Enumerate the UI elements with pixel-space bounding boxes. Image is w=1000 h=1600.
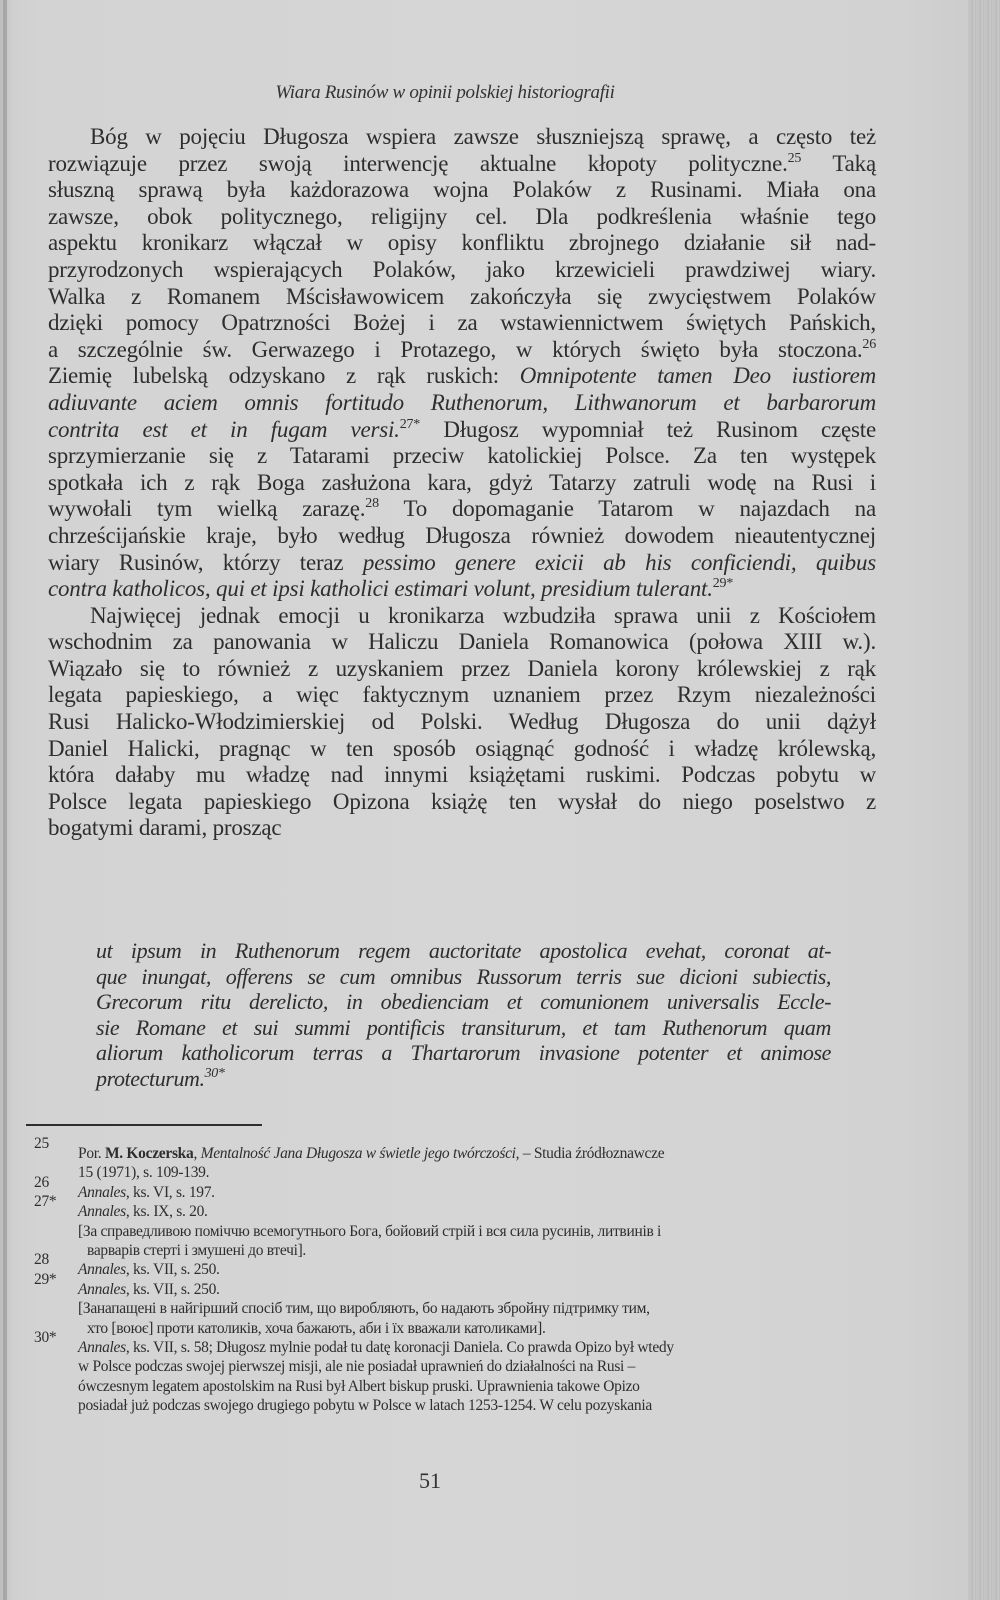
text-line: spotkała ich z rąk Boga zasłużona kara, gdyż Tatarzy zatruli wodę na Rusi i <box>48 469 876 495</box>
footnote-ref[interactable]: 26 <box>862 336 876 352</box>
text-line: Daniel Halicki, pragnąc w ten sposób osiągnąć godność i władzę królewską, <box>48 735 876 761</box>
quote-line: protecturum.$^{30*}$ <box>96 1065 225 1091</box>
text-line: słuszną sprawą była każdorazowa wojna Polaków z Rusinami. Miała ona <box>48 177 876 203</box>
text-line: zawsze, obok politycznego, religijny cel. Dla podkreślenia właśnie tego <box>48 203 876 229</box>
quote-line: sie Romane et sui summi pontificis transiturum, et tam Ruthenorum quam <box>96 1014 831 1040</box>
text-line: chrześcijańskie kraje, było według Długosza również dowodem nieautentycznej <box>48 522 876 548</box>
footnote-ref[interactable]: 30* <box>204 1065 225 1081</box>
text-line: Wiązało się to również z uzyskaniem przez Daniela korony królewskiej z rąk <box>48 655 876 681</box>
text-line: bogatymi darami, prosząc <box>48 815 282 841</box>
footnote-29-translation: [Занапащені в найгірший спосіб тим, що виробляють, бо надають збройну підтримку тим, <box>78 1300 650 1318</box>
running-head: Wiara Rusinów w opinii polskiej historiografii <box>275 82 615 103</box>
quote-line: que inungat, offerens se cum omnibus Russorum terris sue dicioni subiectis, <box>96 963 831 989</box>
footnote-26: 26 Annales, ks. VI, s. 197. <box>34 1173 215 1201</box>
page-stack-edge <box>968 0 1000 1600</box>
footnote-ref[interactable]: 27* <box>399 416 421 432</box>
footnote-27-translation-cont: варварів стерті і змушені до втечі]. <box>87 1242 307 1260</box>
text-line: wywołali tym wielką zarazę.$^{28}$ To dopomaganie Tatarom w najazdach na <box>48 496 876 522</box>
footnote-28: 28 Annales, ks. VII, s. 250. <box>34 1251 220 1279</box>
footnote-30-cont: posiadał już podczas swojego drugiego pobytu w Polsce w latach 1253-1254. W celu pozyskania <box>78 1397 652 1415</box>
text-line: legata papieskiego, a więc faktycznym uznaniem przez Rzym niezależności <box>48 682 876 708</box>
footnote-ref[interactable]: 29* <box>712 576 734 592</box>
text-line: dzięki pomocy Opatrzności Bożej i za wstawiennictwem świętych Pańskich, <box>48 310 876 336</box>
text-line: Walka z Romanem Mścisławowicem zakończyła się zwycięstwem Polaków <box>48 283 876 309</box>
text-line: a szczególnie św. Gerwazego i Protazego, w których święto była stoczona.$^{26}$ <box>48 336 876 362</box>
text-line: która dałaby mu władzę nad innymi książętami ruskimi. Podczas pobytu w <box>48 762 876 788</box>
footnote-30-cont: w Polsce podczas swojej pierwszej misji, ale nie posiadał uprawnień do działalności na Rusi – <box>78 1358 636 1376</box>
quote-line: aliorum katholicorum terras a Thartarorum invasione potenter et animose <box>96 1040 831 1065</box>
text-line: Ziemię lubelską odzyskano z rąk ruskich: Omnipotente tamen Deo iustiorem <box>48 363 876 389</box>
main-text <box>48 124 876 842</box>
footnote-29-translation-cont: хто [воює] проти католиків, хоча бажають, аби і їх вважали католиками]. <box>87 1319 546 1337</box>
page-binding-edge <box>3 0 7 1600</box>
text-line: rozwiązuje przez swoją interwencję aktualne kłopoty polityczne.$^{25}$ Taką <box>48 150 876 176</box>
footnote-27-translation: [За справедливою поміччю всемогутнього Бога, бойовий стрій і вся сила русинів, литвинів і <box>78 1222 662 1240</box>
quote-line: ut ipsum in Ruthenorum regem auctoritate apostolica evehat, coronat at- <box>96 938 831 963</box>
text-line: Polsce legata papieskiego Opizona książę ten wysłał do niego poselstwo z <box>48 788 876 814</box>
text-line: wschodnim za panowania w Haliczu Daniela Romanowica (połowa XIII w.). <box>48 629 876 655</box>
text-line: adiuvante aciem omnis fortitudo Ruthenorum, Lithwanorum et barbarorum <box>48 389 876 415</box>
footnotes <box>24 1134 844 1416</box>
footnote-ref[interactable]: 28 <box>365 496 379 512</box>
text-line: contra katholicos, qui et ipsi katholici estimari volunt, presidium tulerant.$^{29*}$ <box>48 576 734 602</box>
footnote-30-cont: ówczesnym legatem apostolskim na Rusi był Albert biskup pruski. Uprawnienia takowe Opizo <box>78 1377 640 1395</box>
text-line: sprzymierzanie się z Tatarami przeciw katolickiej Polsce. Za ten występek <box>48 443 876 469</box>
footnote-30: 30* Annales, ks. VII, s. 58; Długosz mylnie podał tu datę koronacji Daniela. Co prawda Opizo był wtedy <box>34 1329 674 1357</box>
text-line: wiary Rusinów, którzy teraz pessimo genere exicii ab his conficiendi, quibus <box>48 549 876 575</box>
footnote-25: 25 Por. M. Koczerska, Mentalność Jana Długosza w świetle jego twórczości, – Studia źródłoznawcze <box>34 1135 665 1162</box>
footnote-27: 27* Annales, ks. IX, s. 20. <box>34 1193 208 1221</box>
text-line: contrita est et in fugam versi.$^{27*}$ Długosz wypomniał też Rusinom częste <box>48 416 876 442</box>
footnote-separator <box>26 1124 262 1126</box>
quote-line: Grecorum ritu derelicto, in obedienciam et comunionem universalis Eccle- <box>96 989 831 1014</box>
text-line: Bóg w pojęciu Długosza wspiera zawsze słuszniejszą sprawę, a często też <box>90 124 876 149</box>
block-quote <box>96 938 831 1091</box>
text-line: przyrodzonych wspierających Polaków, jako krzewicieli prawdziwej wiary. <box>48 256 876 282</box>
footnote-25-cont: 15 (1971), s. 109-139. <box>78 1164 210 1182</box>
page-number: 51 <box>419 1468 441 1493</box>
text-line: Rusi Halicko-Włodzimierskiej od Polski. Według Długosza do unii dążył <box>48 709 876 735</box>
footnote-ref[interactable]: 25 <box>787 150 802 166</box>
text-line: Najwięcej jednak emocji u kronikarza wzbudziła sprawa unii z Kościołem <box>90 602 876 628</box>
footnote-29: 29* Annales, ks. VII, s. 250. <box>34 1270 220 1298</box>
text-line: aspektu kronikarz włączał w opisy konfliktu zbrojnego działanie sił nad- <box>48 230 876 256</box>
